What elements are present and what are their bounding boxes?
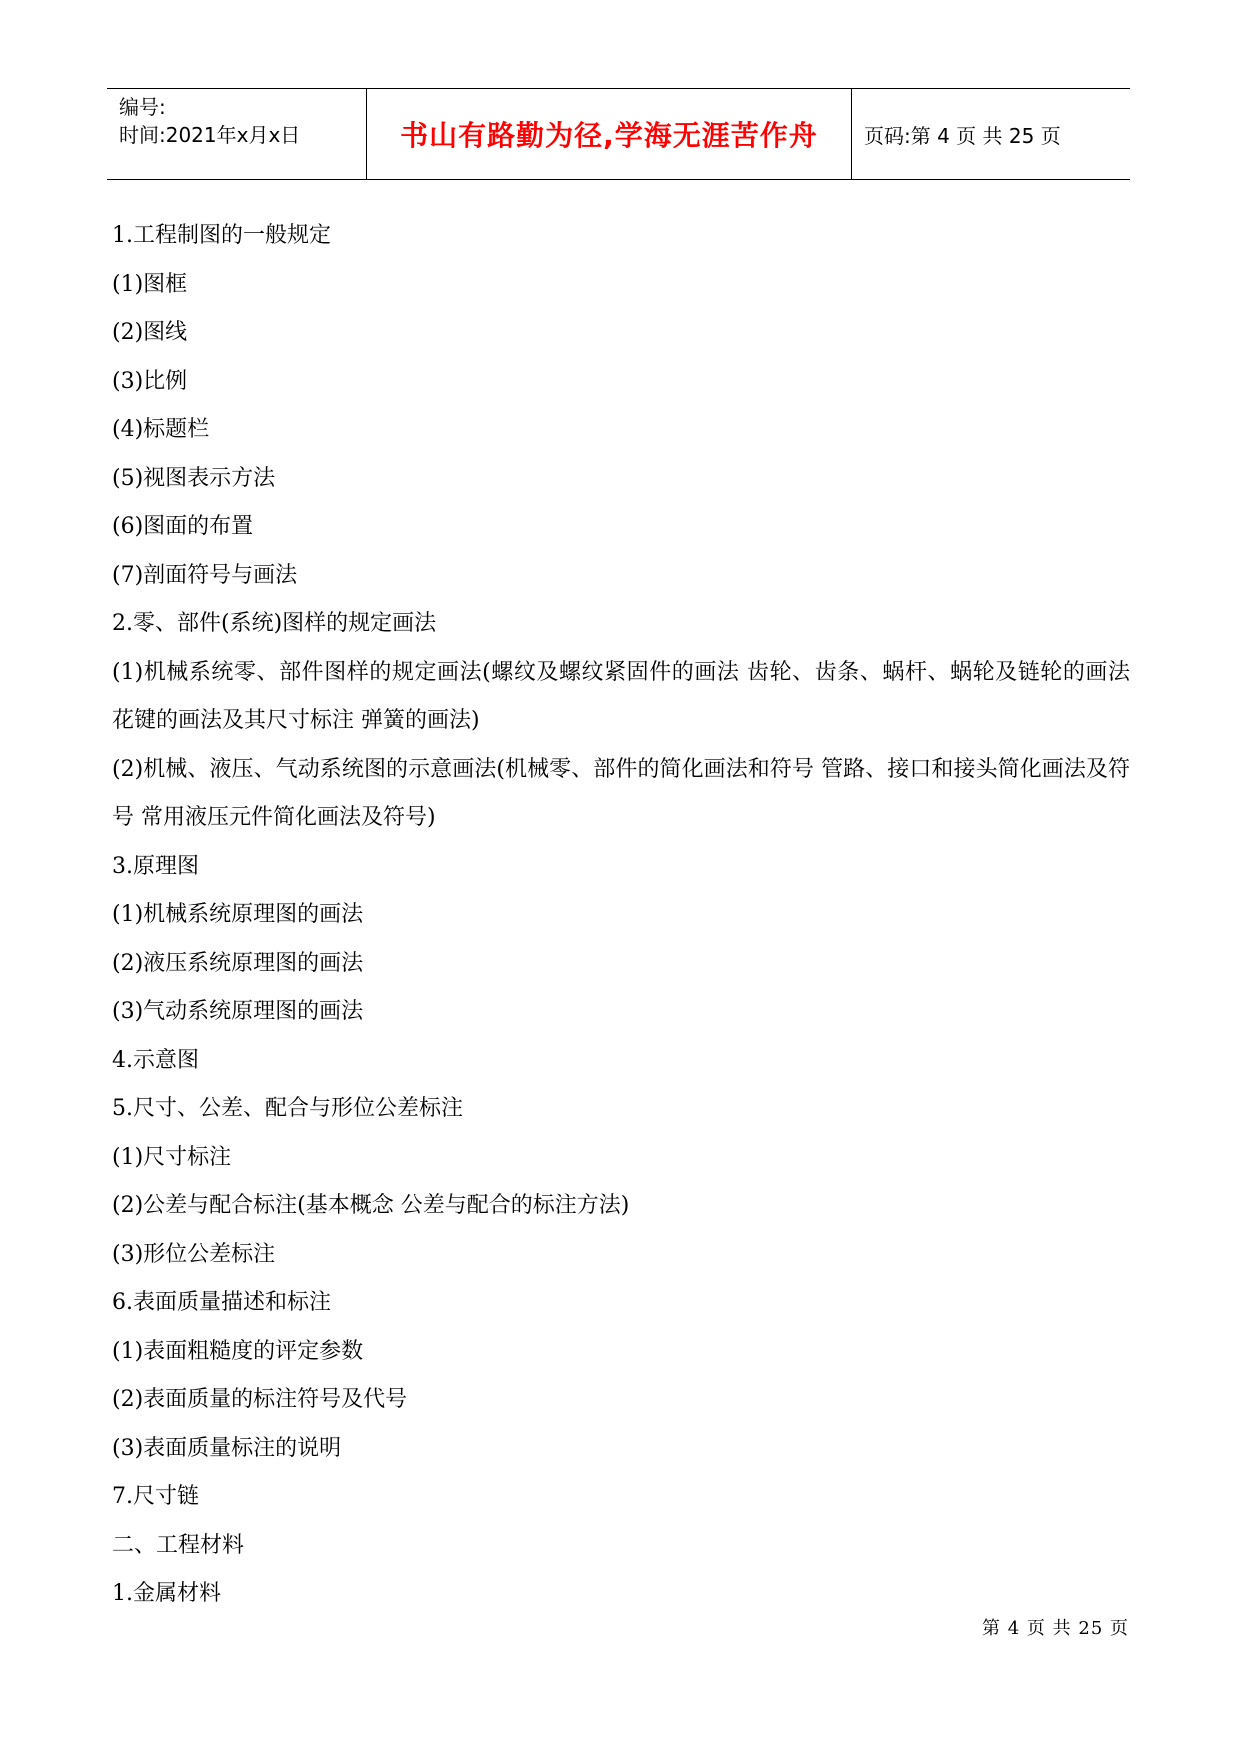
outline-item: 2.零、部件(系统)图样的规定画法 <box>112 611 437 636</box>
outline-item: (6)图面的布置 <box>112 514 254 539</box>
serial-label: 编号: <box>119 95 166 119</box>
header-motto: 书山有路勤为径,学海无涯苦作舟 <box>367 89 852 179</box>
outline-item: (2)图线 <box>112 320 188 345</box>
outline-item: 二、工程材料 <box>112 1532 245 1558</box>
outline-item: (2)表面质量的标注符号及代号 <box>112 1387 408 1412</box>
outline-item: 6.表面质量描述和标注 <box>112 1290 331 1315</box>
outline-item: (4)标题栏 <box>112 417 210 442</box>
outline-item: (3)表面质量标注的说明 <box>112 1435 342 1461</box>
outline-item: (5)视图表示方法 <box>112 465 276 491</box>
time-label: 时间:2021年x月x日 <box>119 123 301 147</box>
header-meta <box>107 89 367 179</box>
outline-item: (2)液压系统原理图的画法 <box>112 950 364 976</box>
outline-item: (3)比例 <box>112 368 188 394</box>
outline-item: 1.工程制图的一般规定 <box>112 223 331 248</box>
outline-item: (2)公差与配合标注(基本概念 公差与配合的标注方法) <box>112 1193 630 1218</box>
outline-item: 4.示意图 <box>112 1047 199 1073</box>
outline-paragraph: (1)机械系统零、部件图样的规定画法(螺纹及螺纹紧固件的画法 齿轮、齿条、蜗杆、蜗轮及链轮的画法 花键的画法及其尺寸标注 弹簧的画法) <box>112 659 1130 733</box>
outline-item: 3.原理图 <box>112 853 199 879</box>
outline-item: 1.金属材料 <box>112 1581 221 1606</box>
header-page-code: 页码:第 4 页 共 25 页 <box>864 123 1061 148</box>
page-header <box>107 88 1130 180</box>
outline-item: 5.尺寸、公差、配合与形位公差标注 <box>112 1096 463 1121</box>
outline-item: 7.尺寸链 <box>112 1484 199 1509</box>
document-body <box>112 212 1130 1619</box>
page-footer: 第 4 页 共 25 页 <box>982 1618 1129 1639</box>
outline-item: (1)尺寸标注 <box>112 1144 232 1170</box>
outline-item: (1)表面粗糙度的评定参数 <box>112 1338 364 1364</box>
outline-item: (1)机械系统原理图的画法 <box>112 902 364 927</box>
outline-item: (7)剖面符号与画法 <box>112 562 298 588</box>
outline-item: (3)气动系统原理图的画法 <box>112 999 364 1024</box>
outline-item: (3)形位公差标注 <box>112 1241 276 1267</box>
outline-paragraph: (2)机械、液压、气动系统图的示意画法(机械零、部件的简化画法和符号 管路、接口和接头简化画法及符号 常用液压元件简化画法及符号) <box>112 756 1130 830</box>
outline-item: (1)图框 <box>112 271 188 297</box>
